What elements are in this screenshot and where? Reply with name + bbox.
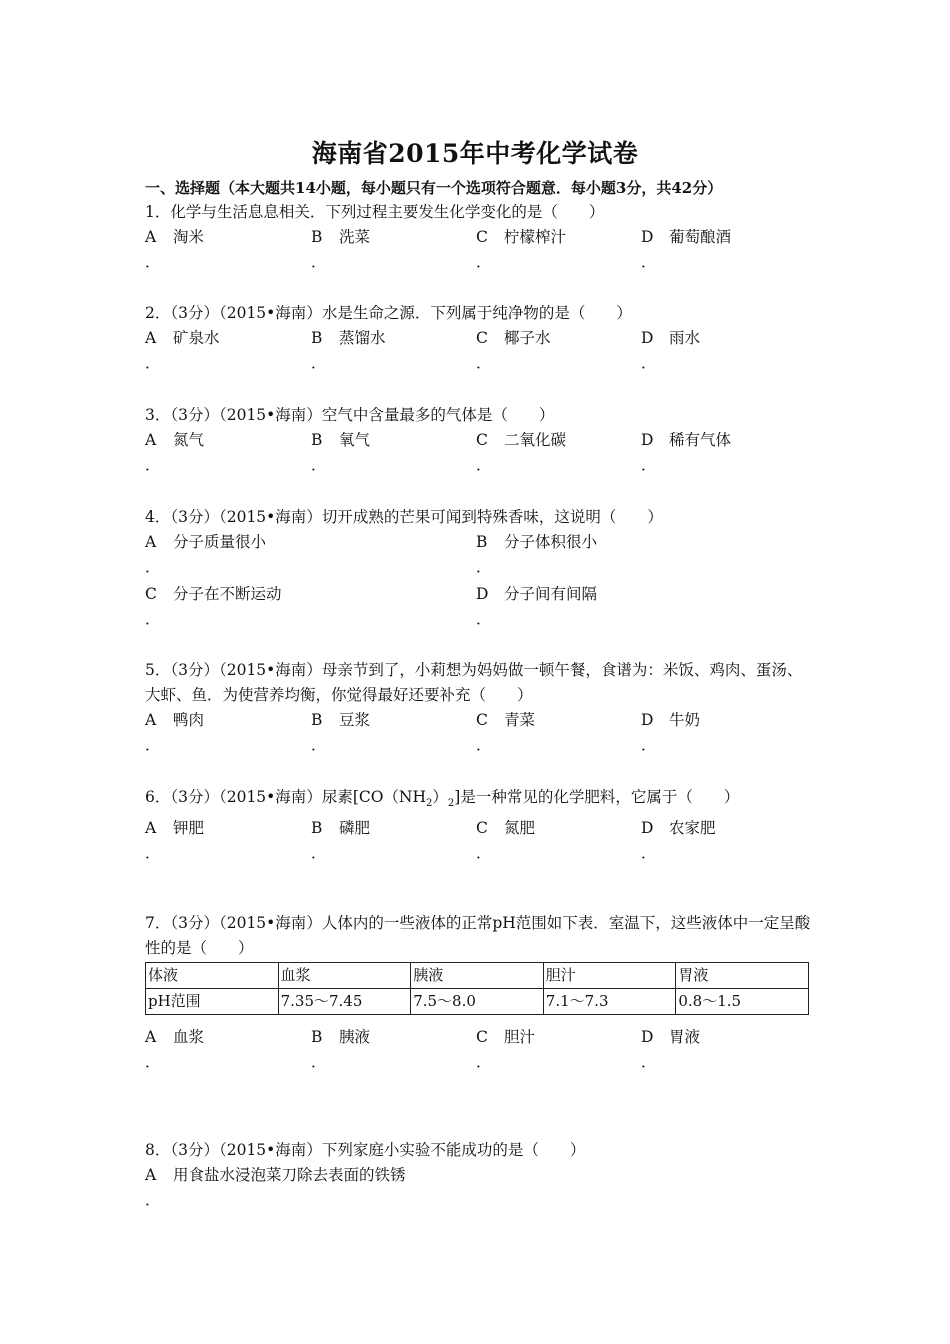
option-d[interactable]: D 胃液 ． bbox=[641, 1028, 701, 1071]
question-stem: 3．（3分）（2015•海南）空气中含量最多的气体是（ ） bbox=[145, 406, 555, 424]
option-a[interactable]: A 淘米 ． bbox=[145, 228, 205, 271]
table-cell: 7.1～7.3 bbox=[543, 989, 676, 1015]
option-a[interactable]: A 氮气 ． bbox=[145, 431, 205, 474]
question-7 bbox=[145, 911, 815, 1077]
table-cell: 胆汁 bbox=[543, 963, 676, 989]
table-cell: 胰液 bbox=[411, 963, 544, 989]
option-a[interactable]: A 矿泉水 ． bbox=[145, 329, 220, 372]
question-stem: 8．（3分）（2015•海南）下列家庭小实验不能成功的是（ ） bbox=[145, 1141, 586, 1159]
option-d[interactable]: D 农家肥 ． bbox=[641, 819, 716, 863]
question-3 bbox=[145, 403, 815, 480]
table-cell: pH范围 bbox=[146, 989, 279, 1015]
option-row bbox=[145, 225, 815, 277]
question-stem: 2．（3分）（2015•海南）水是生命之源．下列属于纯净物的是（ ） bbox=[145, 304, 632, 322]
option-c[interactable]: C 椰子水 ． bbox=[476, 329, 551, 372]
question-6 bbox=[145, 785, 815, 868]
option-row bbox=[145, 816, 815, 868]
question-2 bbox=[145, 301, 815, 378]
option-row bbox=[145, 708, 815, 760]
table-cell: 0.8～1.5 bbox=[676, 989, 809, 1015]
option-b[interactable]: B 分子体积很小 ． bbox=[476, 533, 598, 576]
option-c[interactable]: C 青菜 ． bbox=[476, 711, 536, 754]
option-b[interactable]: B 氧气 ． bbox=[311, 431, 371, 474]
option-d[interactable]: D 牛奶 ． bbox=[641, 711, 701, 754]
option-row bbox=[145, 326, 815, 378]
ph-range-table bbox=[145, 962, 809, 1015]
option-b[interactable]: B 蒸馏水 ． bbox=[311, 329, 386, 372]
option-d[interactable]: D 葡萄酿酒 ． bbox=[641, 228, 732, 271]
option-b[interactable]: B 磷肥 ． bbox=[311, 819, 371, 863]
option-a[interactable]: A 钾肥 ． bbox=[145, 819, 205, 863]
question-stem: 5．（3分）（2015•海南）母亲节到了，小莉想为妈妈做一顿午餐，食谱为：米饭、鸡肉、蛋汤、大虾、鱼．为使营养均衡，你觉得最好还要补充（ ） bbox=[145, 661, 803, 704]
question-stem: 4．（3分）（2015•海南）切开成熟的芒果可闻到特殊香味，这说明（ ） bbox=[145, 508, 663, 526]
option-c[interactable]: C 氮肥 ． bbox=[476, 819, 536, 863]
option-a[interactable]: A 分子质量很小 ． bbox=[145, 533, 267, 576]
question-8 bbox=[145, 1138, 815, 1215]
option-row bbox=[145, 582, 815, 634]
option-c[interactable]: C 柠檬榨汁 ． bbox=[476, 228, 567, 271]
option-d[interactable]: D 雨水 ． bbox=[641, 329, 701, 372]
section-heading: 一、选择题（本大题共14小题，每小题只有一个选项符合题意．每小题3分，共42分） bbox=[145, 179, 723, 197]
option-d[interactable]: D 稀有气体 ． bbox=[641, 431, 732, 474]
option-b[interactable]: B 胰液 ． bbox=[311, 1028, 371, 1071]
question-1 bbox=[145, 200, 815, 277]
option-a[interactable]: A 用食盐水浸泡菜刀除去表面的铁锈 ． bbox=[145, 1166, 406, 1209]
question-4 bbox=[145, 505, 815, 634]
question-stem: 7．（3分）（2015•海南）人体内的一些液体的正常pH范围如下表．室温下，这些液体中一定呈酸性的是（ ） bbox=[145, 914, 811, 957]
table-cell: 体液 bbox=[146, 963, 279, 989]
table-row bbox=[146, 989, 809, 1015]
option-b[interactable]: B 洗菜 ． bbox=[311, 228, 371, 271]
option-c[interactable]: C 二氧化碳 ． bbox=[476, 431, 567, 474]
table-cell: 7.35～7.45 bbox=[278, 989, 411, 1015]
option-row bbox=[145, 428, 815, 480]
question-stem: 6．（3分）（2015•海南）尿素$[CO(NH_2)_2]$是一种常见的化学肥料，它属于（ ） bbox=[145, 788, 740, 810]
option-row bbox=[145, 530, 815, 582]
option-d[interactable]: D 分子间有间隔 ． bbox=[476, 585, 598, 628]
option-c[interactable]: C 分子在不断运动 ． bbox=[145, 585, 282, 628]
table-cell: 血浆 bbox=[278, 963, 411, 989]
table-cell: 胃液 bbox=[676, 963, 809, 989]
option-a[interactable]: A 血浆 ． bbox=[145, 1028, 205, 1071]
option-row bbox=[145, 1025, 815, 1077]
option-b[interactable]: B 豆浆 ． bbox=[311, 711, 371, 754]
option-c[interactable]: C 胆汁 ． bbox=[476, 1028, 536, 1071]
option-a[interactable]: A 鸭肉 ． bbox=[145, 711, 205, 754]
option-row bbox=[145, 1163, 815, 1215]
table-cell: 7.5～8.0 bbox=[411, 989, 544, 1015]
exam-title: 海南省2015年中考化学试卷 bbox=[311, 139, 639, 168]
question-5 bbox=[145, 658, 815, 760]
question-stem: 1．化学与生活息息相关．下列过程主要发生化学变化的是（ ） bbox=[145, 203, 605, 221]
table-header-row bbox=[146, 963, 809, 989]
